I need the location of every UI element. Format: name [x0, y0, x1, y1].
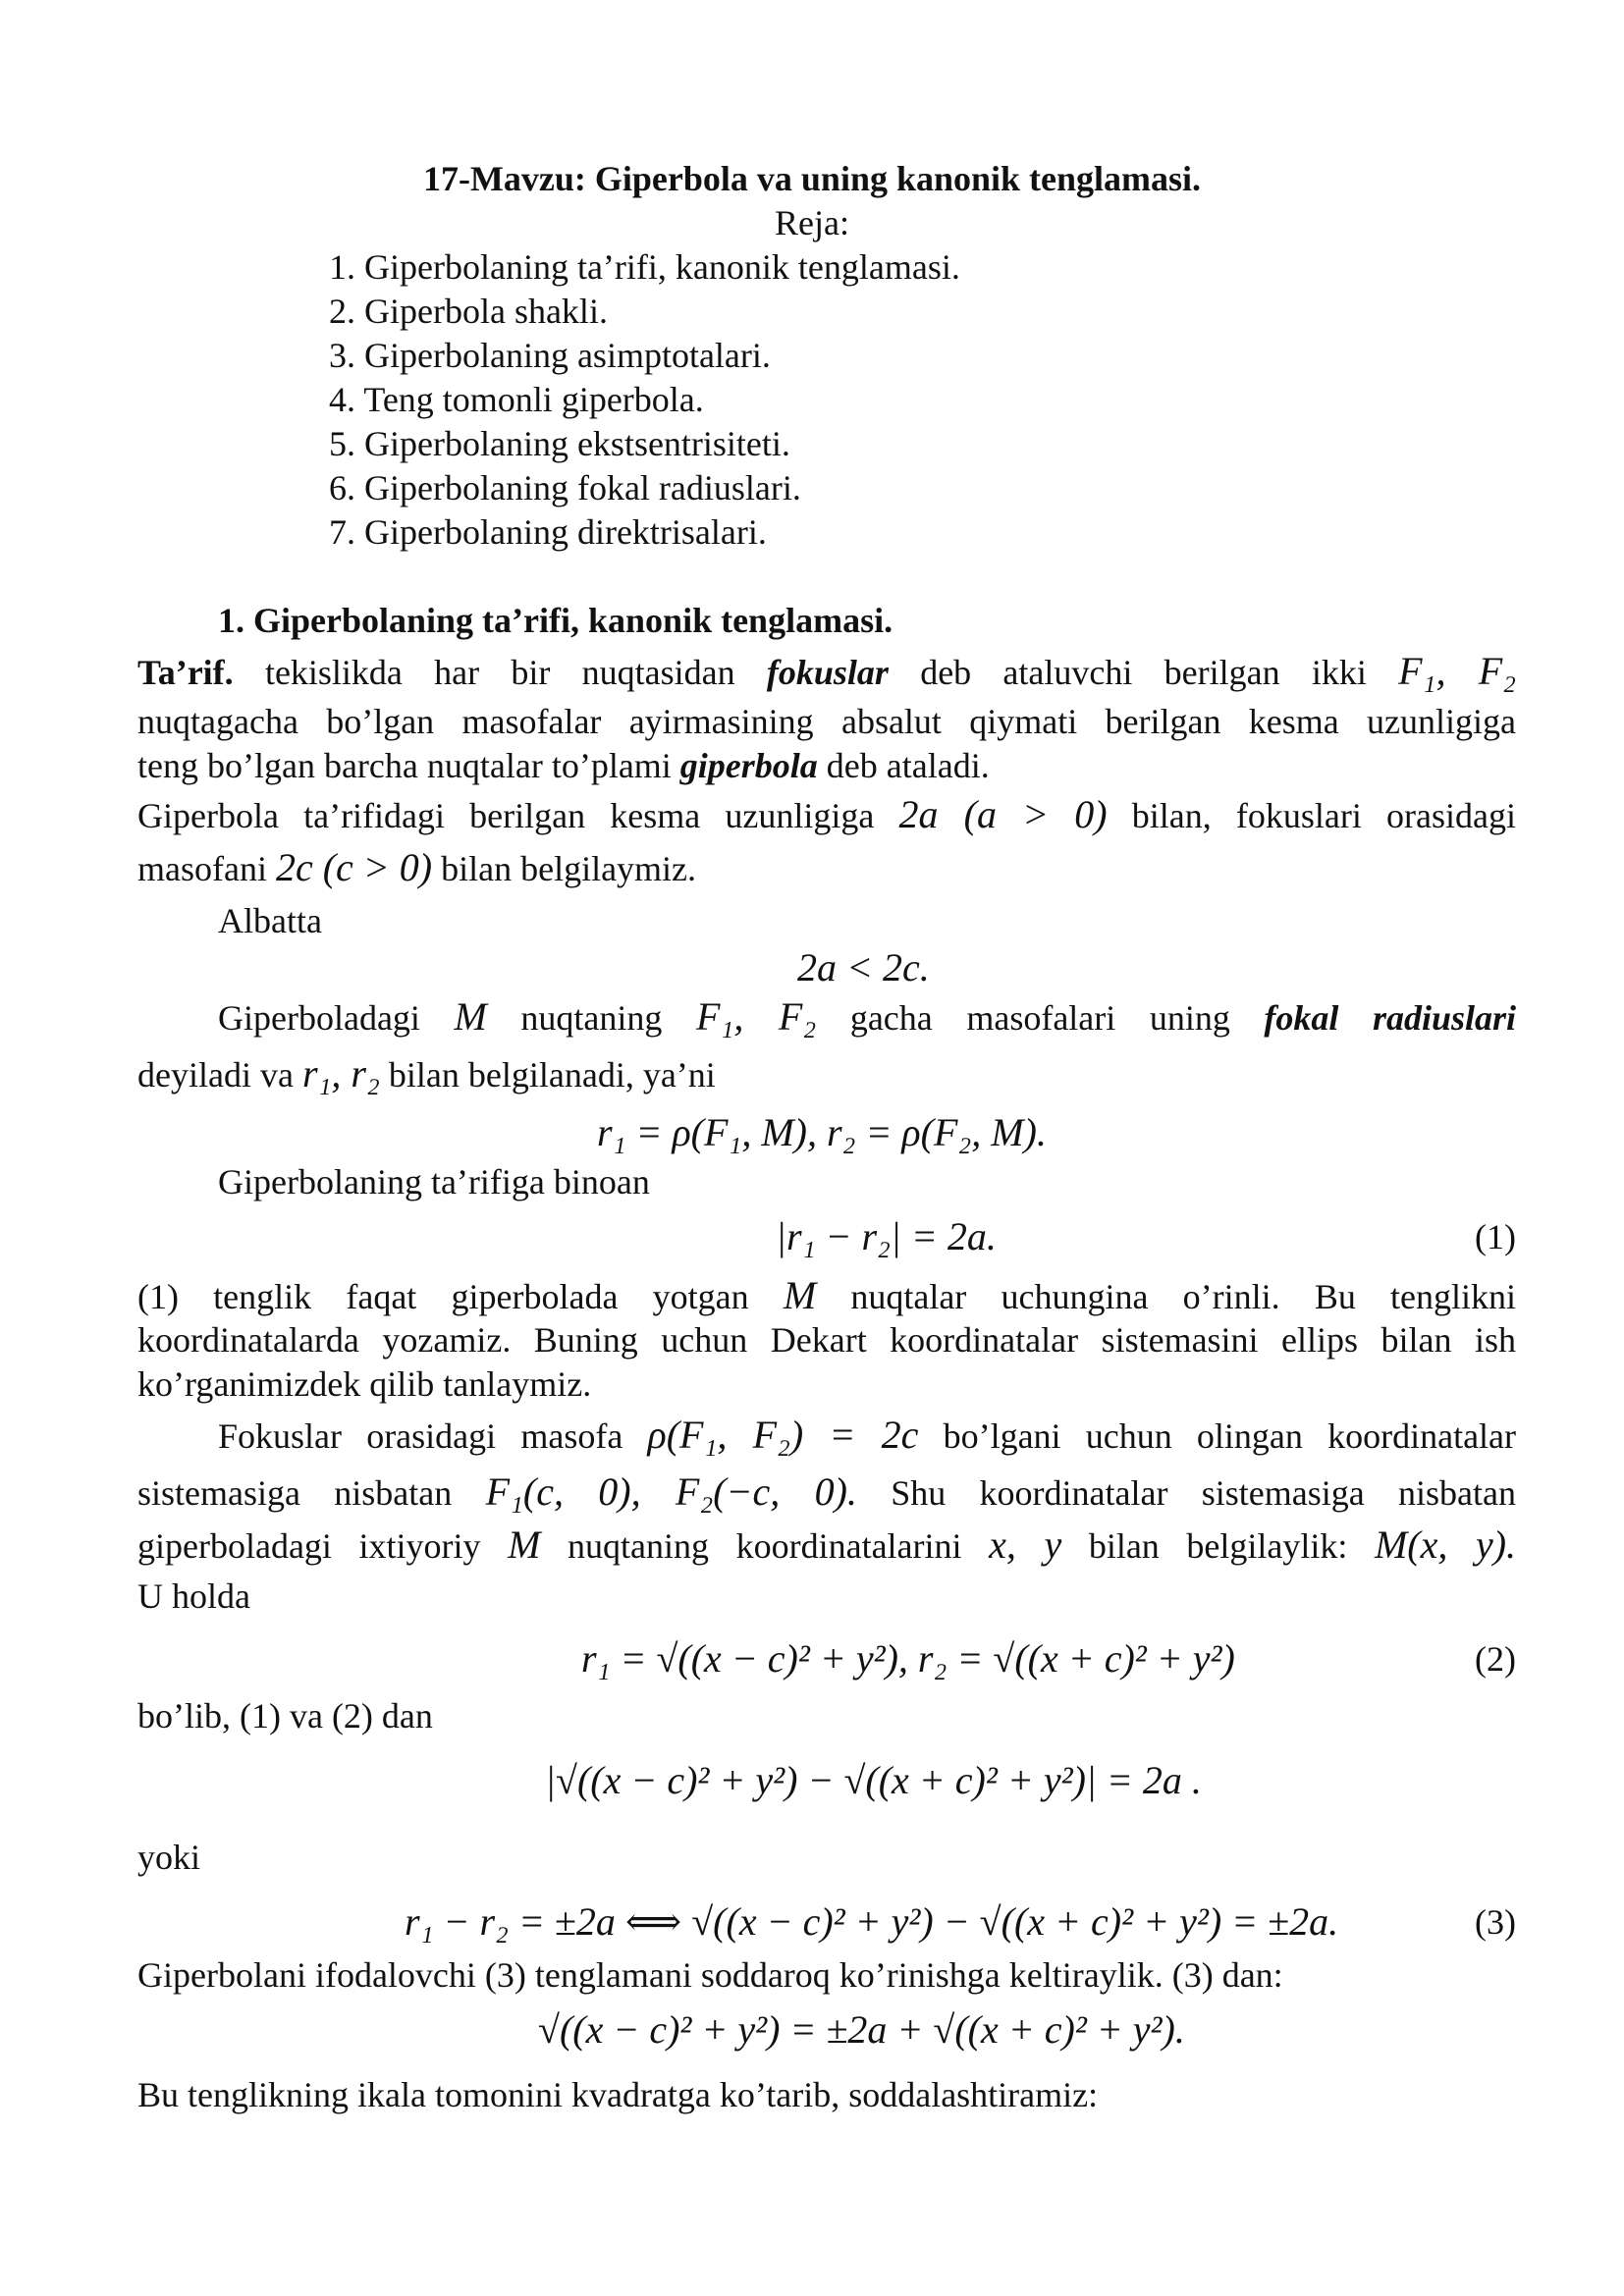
equation-3: r₁ − r₂ = ±2a ⟺ √((x − c)² + y²) − √((x + c)² + y²) = ±2a. [405, 1899, 1339, 1944]
plan-item: 6. Giperbolaning fokal radiuslari. [329, 468, 801, 507]
math-inline: 2a (a > 0) [898, 792, 1108, 836]
text: bilan belgilaymiz. [441, 849, 697, 888]
section-heading: 1. Giperbolaning ta’rifi, kanonik tenglamasi. [218, 601, 893, 640]
definition-line: nuqtagacha bo’lgan masofalar ayirmasining absalut qiymati berilgan kesma uzunligiga [137, 702, 1516, 741]
text: Albatta [218, 901, 322, 940]
math-inline: F₁(c, 0), F₂(−c, 0). [485, 1469, 857, 1514]
plan-item: 4. Teng tomonli giperbola. [329, 380, 704, 419]
equation-number: (2) [1475, 1639, 1516, 1679]
text: deb ataluvchi berilgan ikki [920, 653, 1367, 692]
text: bilan belgilanadi, ya’ni [388, 1055, 716, 1095]
text: nuqtalar uchungina o’rinli. Bu tenglikni [850, 1277, 1517, 1316]
math-inline: F₁, F₂ [1398, 649, 1517, 693]
term-fokal-radiuslari: fokal radiuslari [1264, 998, 1517, 1038]
definition-line [137, 650, 1516, 694]
math-inline: M [508, 1522, 541, 1567]
math-inline: ρ(F₁, F₂) = 2c [647, 1413, 919, 1457]
text: Giperbola ta’rifidagi berilgan kesma uzunligiga [137, 796, 875, 835]
math-inline: M(x, y). [1374, 1522, 1517, 1567]
text: nuqtaning [520, 998, 663, 1038]
plan-item: 7. Giperbolaning direktrisalari. [329, 512, 767, 552]
equation-4: √((x − c)² + y²) = ±2a + √((x + c)² + y²). [538, 2007, 1185, 2052]
text: deyiladi va [137, 1055, 294, 1095]
paragraph-line [137, 1523, 1516, 1568]
math-inline: F₁, F₂ [695, 994, 817, 1039]
paragraph-line [137, 793, 1516, 837]
page-title: 17-Mavzu: Giperbola va uning kanonik tenglamasi. [422, 159, 1202, 198]
plan-item: 3. Giperbolaning asimptotalari. [329, 336, 771, 375]
text: U holda [137, 1576, 250, 1616]
text: Giperbolaning ta’rifiga binoan [218, 1162, 650, 1201]
math-inline: x, y [989, 1522, 1062, 1567]
equation-number: (3) [1475, 1902, 1516, 1942]
paragraph-line [137, 1274, 1516, 1318]
definition-label: Ta’rif. [137, 653, 234, 692]
inequality: 2a < 2c. [797, 945, 930, 989]
text: bo’lgani uchun olingan koordinatalar [943, 1416, 1517, 1456]
equation-abs: |√((x − c)² + y²) − √((x + c)² + y²)| = 2a . [545, 1758, 1202, 1802]
paragraph-line: Giperbolani ifodalovchi (3) tenglamani soddaroq ko’rinishga keltiraylik. (3) dan: [137, 1955, 1283, 1995]
equation-2: r₁ = √((x − c)² + y²), r₂ = √((x + c)² + y²) [581, 1636, 1235, 1681]
paragraph-line [218, 1414, 1516, 1458]
paragraph-line [218, 995, 1516, 1040]
plan-heading: Reja: [775, 203, 849, 242]
text: nuqtaning koordinatalarini [568, 1526, 962, 1566]
text: bilan belgilaylik: [1088, 1526, 1348, 1566]
text: (1) tenglik faqat giperbolada yotgan [137, 1277, 749, 1316]
text: yoki [137, 1838, 201, 1877]
paragraph-line: Bu tenglikning ikala tomonini kvadratga ko’tarib, soddalashtiramiz: [137, 2075, 1099, 2114]
term-giperbola: giperbola [679, 746, 818, 785]
paragraph-line: ko’rganimizdek qilib tanlaymiz. [137, 1364, 592, 1404]
plan-item: 5. Giperbolaning ekstsentrisiteti. [329, 424, 790, 463]
math-inline: M [783, 1273, 817, 1317]
text: bo’lib, (1) va (2) dan [137, 1696, 433, 1735]
math-inline: M [454, 994, 487, 1039]
plan-item: 1. Giperbolaning ta’rifi, kanonik tenglamasi. [329, 247, 960, 287]
equation-rho: r₁ = ρ(F₁, M), r₂ = ρ(F₂, M). [597, 1110, 1047, 1154]
text: masofani [137, 849, 267, 888]
paragraph-line [137, 846, 1516, 890]
text: Fokuslar orasidagi masofa [218, 1416, 623, 1456]
text: Shu koordinatalar sistemasiga nisbatan [891, 1473, 1517, 1513]
text: gacha masofalari uning [849, 998, 1230, 1038]
text: sistemasiga nisbatan [137, 1473, 453, 1513]
equation-number: (1) [1475, 1217, 1516, 1256]
text: deb ataladi. [826, 746, 990, 785]
plan-item: 2. Giperbola shakli. [329, 292, 608, 331]
math-inline: 2c (c > 0) [275, 845, 433, 889]
term-fokuslar: fokuslar [766, 653, 889, 692]
definition-line [137, 744, 1516, 787]
text: Giperboladagi [218, 998, 420, 1038]
text: tekislikda har bir nuqtasidan [264, 653, 735, 692]
paragraph-line: koordinatalarda yozamiz. Buning uchun Dekart koordinatalar sistemasini ellips bilan ish [137, 1320, 1516, 1360]
equation-1: |r₁ − r₂| = 2a. [776, 1214, 997, 1258]
paragraph-line [137, 1470, 1516, 1515]
paragraph-line [137, 1052, 716, 1096]
text: bilan, fokuslari orasidagi [1131, 796, 1516, 835]
text: giperboladagi ixtiyoriy [137, 1526, 481, 1566]
text: teng bo’lgan barcha nuqtalar to’plami [137, 746, 672, 785]
math-inline: r₁, r₂ [301, 1051, 380, 1095]
